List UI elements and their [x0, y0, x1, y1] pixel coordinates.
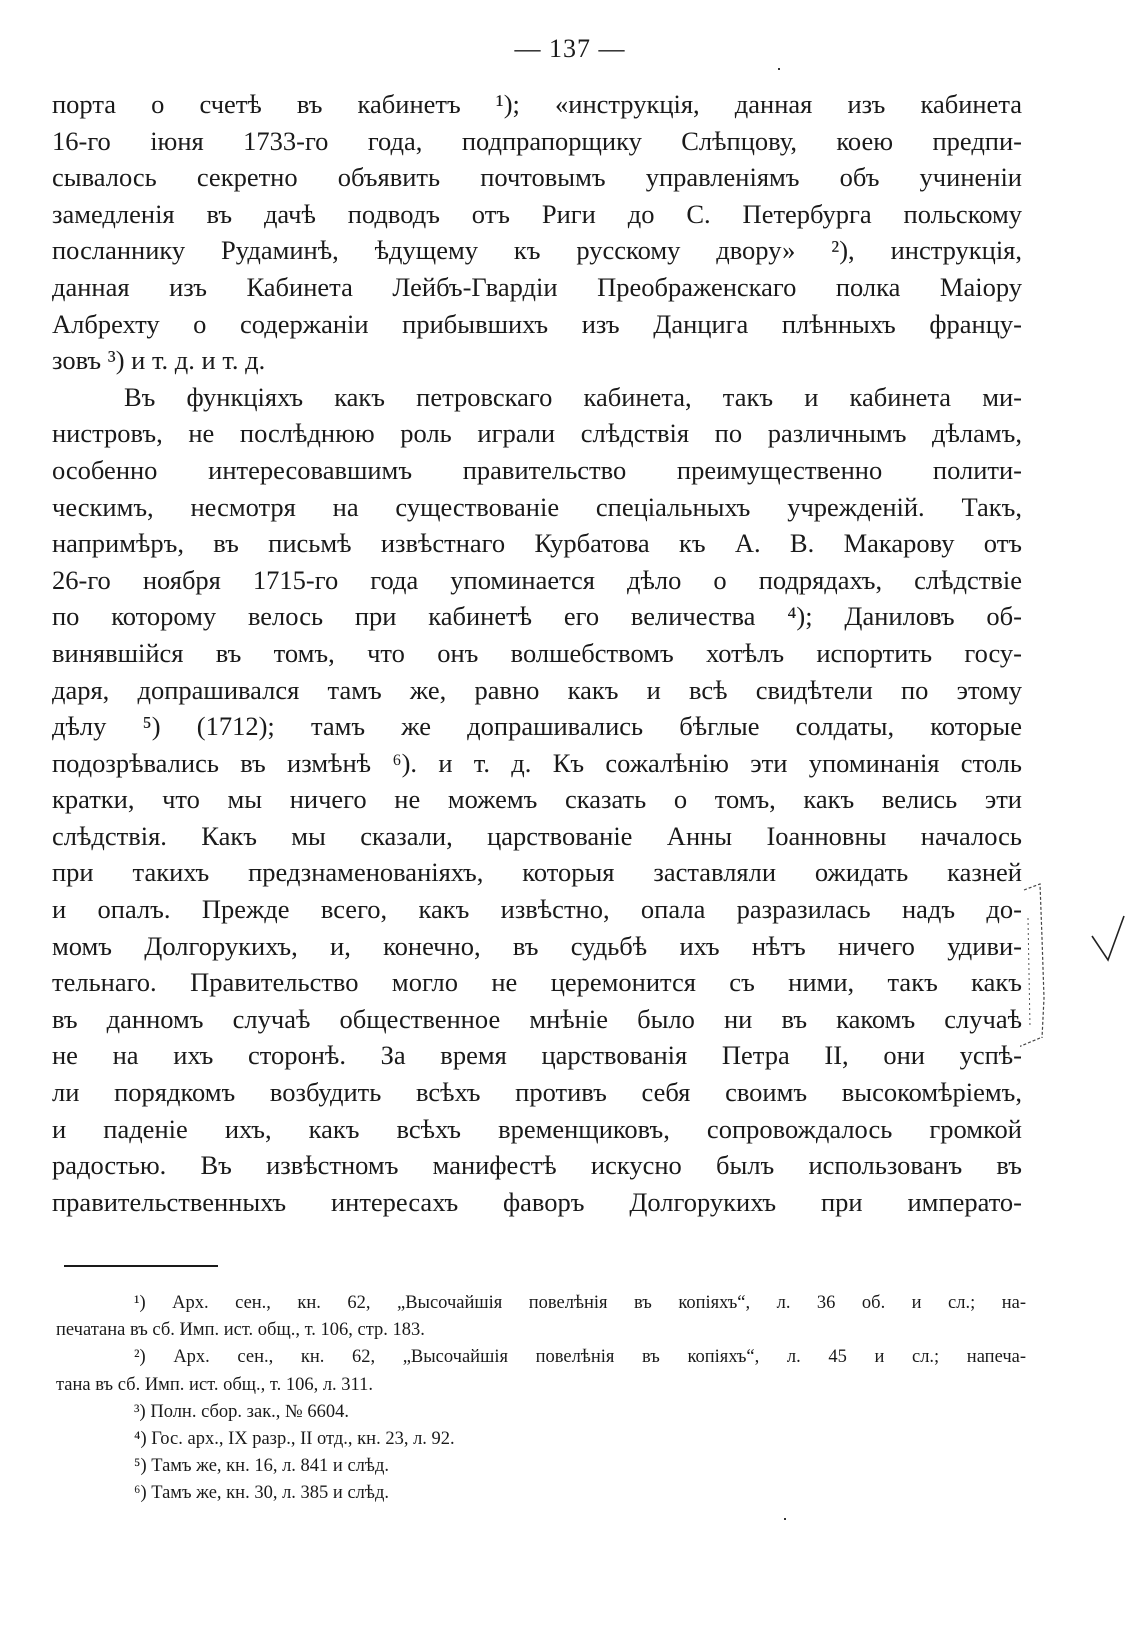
main-text [52, 86, 1022, 1220]
text-line: не на ихъ сторонѣ. За время царствованія Петра II, они успѣ- [52, 1040, 1022, 1071]
page-number: — 137 — [514, 34, 626, 63]
footnotes [56, 1290, 1026, 1508]
text-line: особенно интересовавшимъ правительство преимущественно полити- [52, 454, 1022, 485]
text-line: посланнику Рудаминѣ, ѣдущему къ русскому двору» ²), инструкція, [52, 235, 1022, 266]
margin-bracket-inner [1028, 918, 1030, 1028]
footnote-line: ⁶) Тамъ же, кн. 30, л. 385 и слѣд. [134, 1483, 389, 1504]
text-line: данная изъ Кабинета Лейбъ-Гвардіи Преображенскаго полка Маіору [52, 271, 1022, 302]
text-line: 16-го іюня 1733-го года, подпрапорщику Слѣпцову, коею предпи- [52, 125, 1022, 156]
text-line: при такихъ предзнаменованіяхъ, которыя заставляли ожидать казней [52, 857, 1022, 888]
text-line: по которому велось при кабинетѣ его величества ⁴); Даниловъ об- [52, 601, 1022, 632]
text-line: радостью. Въ извѣстномъ манифестѣ искусно былъ использованъ въ [52, 1150, 1022, 1181]
footnote-line: ³) Полн. сбор. зак., № 6604. [134, 1401, 349, 1422]
footnote-line: ²) Арх. сен., кн. 62, „Высочайшія повелѣнія въ копіяхъ“, л. 45 и сл.; напеча- [134, 1347, 1026, 1368]
text-line: порта о счетѣ въ кабинетъ ¹); «инструкція, данная изъ кабинета [52, 89, 1022, 119]
text-line: ли порядкомъ возбудить всѣхъ противъ себя своимъ высокомѣріемъ, [52, 1077, 1022, 1108]
text-line: напримѣръ, въ письмѣ извѣстнаго Курбатова къ А. В. Макарову отъ [52, 528, 1022, 559]
text-line: 26-го ноября 1715-го года упоминается дѣло о подрядахъ, слѣдствіе [52, 564, 1022, 595]
text-line: слѣдствія. Какъ мы сказали, царствованіе Анны Іоанновны началось [52, 820, 1022, 851]
margin-annotation-mark [1020, 878, 1140, 1078]
text-line: и опалъ. Прежде всего, какъ извѣстно, опала разразилась надъ до- [52, 894, 1022, 925]
text-line: зовъ ³) и т. д. и т. д. [52, 345, 266, 376]
footnote-line: печатана въ сб. Имп. ист. общ., т. 106, стр. 183. [56, 1320, 425, 1341]
footnote-line: ¹) Арх. сен., кн. 62, „Высочайшія повелѣнія въ копіяхъ“, л. 36 об. и сл.; на- [134, 1293, 1026, 1313]
text-line: Албрехту о содержаніи прибывшихъ изъ Данцига плѣнныхъ францу- [52, 308, 1022, 339]
text-line: тельнаго. Правительство могло не церемонится съ ними, такъ какъ [52, 967, 1022, 998]
margin-bracket-stroke [1020, 884, 1044, 1048]
footnote-line: тана въ сб. Имп. ист. общ., т. 106, л. 311. [56, 1374, 373, 1395]
text-line: правительственныхъ интересахъ фаворъ Долгорукихъ при императо- [52, 1186, 1022, 1217]
text-line: сывалось секретно объявить почтовымъ управленіямъ объ учиненіи [52, 162, 1022, 193]
stray-dot [784, 1518, 786, 1520]
text-line: кратки, что мы ничего не можемъ сказать о томъ, какъ велись эти [52, 784, 1022, 815]
footnote-line: ⁴) Гос. арх., IX разр., II отд., кн. 23, л. 92. [134, 1429, 455, 1450]
text-line: Въ функціяхъ какъ петровскаго кабинета, такъ и кабинета ми- [124, 381, 1022, 412]
text-line: ческимъ, несмотря на существованіе спеціальныхъ учрежденій. Такъ, [52, 491, 1022, 522]
text-line: въ данномъ случаѣ общественное мнѣніе было ни въ какомъ случаѣ [52, 1003, 1022, 1034]
text-line: и паденіе ихъ, какъ всѣхъ временщиковъ, сопровождалось громкой [52, 1113, 1022, 1144]
text-line: винявшійся въ томъ, что онъ волшебствомъ хотѣлъ испортить госу- [52, 637, 1022, 668]
footnote-separator [64, 1265, 218, 1267]
stray-dot [778, 68, 780, 70]
text-line: даря, допрашивался тамъ же, равно какъ и всѣ свидѣтели по этому [52, 674, 1022, 705]
text-line: дѣлу ⁵) (1712); тамъ же допрашивались бѣглые солдаты, которые [52, 711, 1022, 742]
text-line: момъ Долгорукихъ, и, конечно, въ судьбѣ ихъ нѣтъ ничего удиви- [52, 930, 1022, 961]
text-line: замедленія въ дачѣ подводъ отъ Риги до С. Петербурга польскому [52, 198, 1022, 229]
text-line: подозрѣвались въ измѣнѣ ⁶). и т. д. Къ сожалѣнію эти упоминанія столь [52, 747, 1022, 778]
footnote-line: ⁵) Тамъ же, кн. 16, л. 841 и слѣд. [134, 1456, 389, 1477]
checkmark-icon [1092, 916, 1124, 960]
text-line: нистровъ, не послѣднюю роль играли слѣдствія по различнымъ дѣламъ, [52, 418, 1022, 449]
